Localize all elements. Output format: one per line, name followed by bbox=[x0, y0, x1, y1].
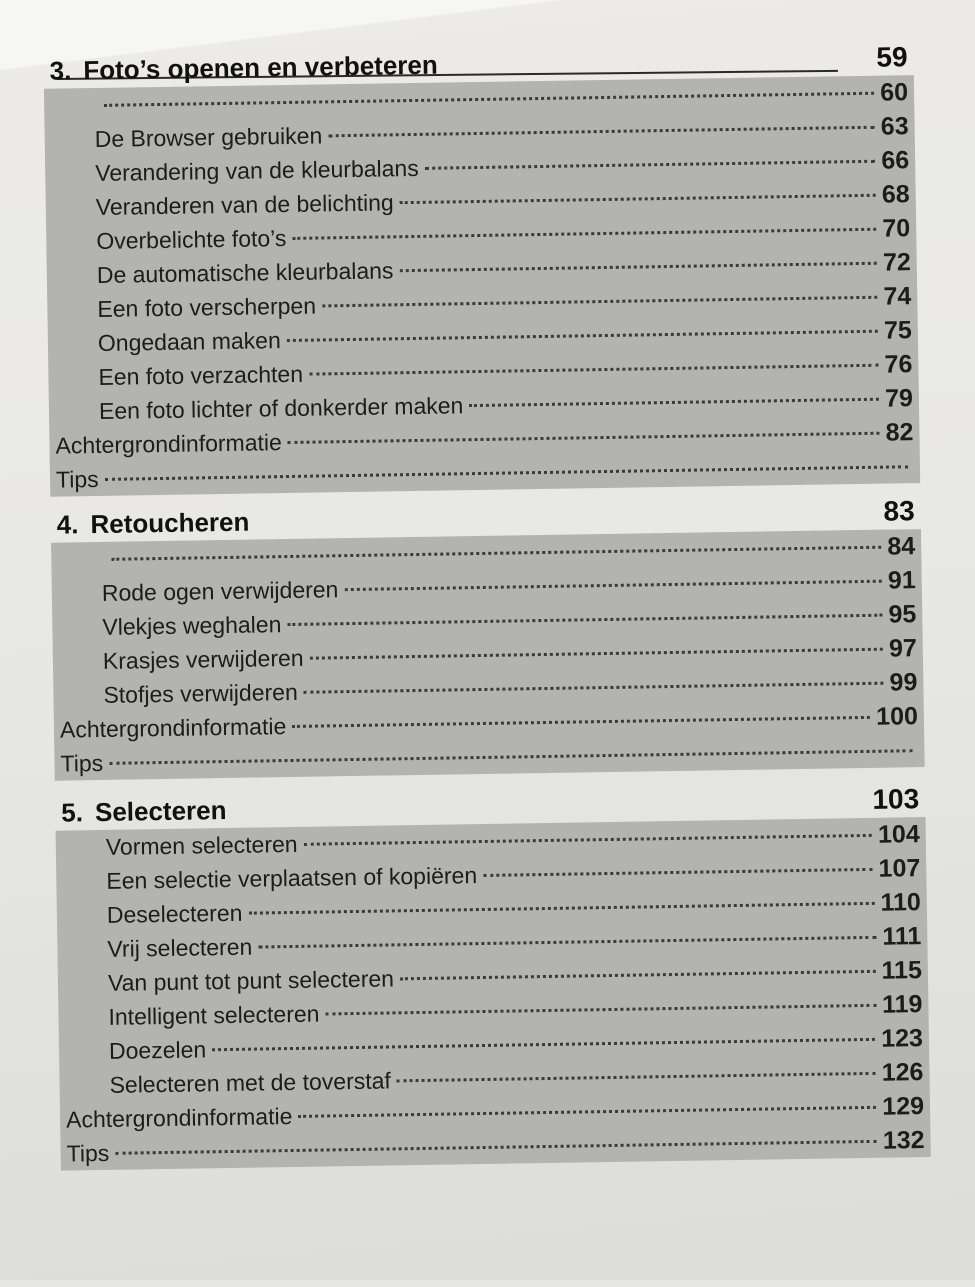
entry-label: Vrij selecteren bbox=[107, 933, 253, 962]
leader-dots bbox=[109, 749, 912, 765]
leader-dots bbox=[483, 868, 872, 877]
entry-label: Achtergrondinformatie bbox=[55, 429, 282, 459]
leader-dots bbox=[304, 834, 872, 846]
entry-page: 68 bbox=[881, 180, 910, 209]
section-3 bbox=[43, 35, 920, 497]
entry-label: De Browser gebruiken bbox=[94, 122, 323, 152]
entry-label: Een selectie verplaatsen of kopiëren bbox=[106, 862, 478, 894]
leader-dots bbox=[292, 228, 876, 240]
section-5 bbox=[55, 777, 931, 1171]
leader-dots bbox=[400, 970, 876, 980]
section-start-page: 59 bbox=[876, 41, 908, 73]
entry-page: 72 bbox=[882, 248, 911, 277]
entry-page: 82 bbox=[885, 418, 914, 447]
entry-page: 66 bbox=[881, 146, 910, 175]
entry-label: Een foto lichter of donkerder maken bbox=[98, 392, 464, 424]
section-title-text: Retoucheren bbox=[90, 506, 250, 540]
leader-dots bbox=[325, 1004, 876, 1016]
entry-page: 104 bbox=[877, 820, 920, 849]
section-start-page: 103 bbox=[872, 783, 920, 815]
leader-dots bbox=[309, 364, 879, 376]
leader-dots bbox=[105, 465, 908, 481]
entry-page: 123 bbox=[881, 1024, 924, 1053]
leader-dots bbox=[310, 648, 883, 660]
entry-label: Stofjes verwijderen bbox=[103, 678, 298, 708]
entry-page: 126 bbox=[881, 1058, 924, 1087]
section-number: 5. bbox=[61, 797, 84, 828]
leader-dots bbox=[258, 936, 876, 949]
leader-dots bbox=[400, 194, 876, 204]
entry-page: 79 bbox=[884, 384, 914, 413]
entry-label: Tips bbox=[60, 749, 104, 777]
entry-page: 63 bbox=[880, 112, 909, 141]
leader-dots bbox=[322, 296, 878, 308]
entry-page: 74 bbox=[883, 282, 912, 311]
entry-page: 100 bbox=[875, 702, 919, 731]
entry-page: 97 bbox=[888, 634, 918, 663]
section-start-page: 83 bbox=[883, 495, 915, 527]
section-entries bbox=[44, 75, 920, 497]
section-title-text: Foto’s openen en verbeteren bbox=[83, 49, 438, 86]
entry-label: Rode ogen verwijderen bbox=[101, 576, 339, 606]
leader-dots bbox=[399, 262, 877, 273]
entry-label: Van punt tot punt selecteren bbox=[107, 965, 395, 996]
entry-page: 91 bbox=[887, 566, 916, 595]
leader-dots bbox=[288, 432, 880, 444]
entry-page: 110 bbox=[880, 888, 922, 917]
entry-label: Intelligent selecteren bbox=[108, 1000, 320, 1030]
leader-dots bbox=[115, 1140, 877, 1155]
entry-label: Doezelen bbox=[108, 1036, 207, 1064]
entry-label: Overbelichte foto’s bbox=[96, 224, 287, 254]
entry-label: Tips bbox=[66, 1139, 110, 1167]
section-title bbox=[49, 50, 438, 87]
entry-page: 119 bbox=[881, 990, 923, 1019]
entry-label: Tips bbox=[55, 465, 99, 493]
section-title bbox=[57, 507, 250, 541]
entry-page: 75 bbox=[883, 316, 913, 345]
entry-label: Een foto verzachten bbox=[98, 360, 304, 390]
entry-label: Achtergrondinformatie bbox=[65, 1103, 293, 1133]
entry-label: Een foto verscherpen bbox=[97, 292, 317, 322]
entry-page: 129 bbox=[882, 1092, 925, 1121]
entry-page: 115 bbox=[881, 956, 923, 985]
entry-label: Achtergrondinformatie bbox=[59, 713, 287, 743]
leader-dots bbox=[328, 126, 875, 138]
leader-dots bbox=[111, 546, 881, 561]
section-title-text: Selecteren bbox=[94, 795, 227, 828]
entry-page: 60 bbox=[880, 78, 909, 107]
entry-label: De automatische kleurbalans bbox=[96, 257, 394, 288]
entry-label: Deselecteren bbox=[106, 899, 243, 928]
leader-dots bbox=[287, 330, 878, 342]
entry-page: 84 bbox=[887, 532, 916, 561]
entry-label: Krasjes verwijderen bbox=[102, 644, 304, 674]
entry-page: 99 bbox=[889, 668, 918, 697]
leader-dots bbox=[287, 614, 882, 626]
section-4 bbox=[50, 489, 924, 781]
entry-label: Verandering van de kleurbalans bbox=[95, 154, 419, 186]
leader-dots bbox=[425, 160, 876, 170]
section-entries bbox=[51, 529, 925, 781]
leader-dots bbox=[292, 716, 870, 728]
entry-page: 107 bbox=[878, 854, 921, 883]
entry-label: Selecteren met de toverstaf bbox=[109, 1067, 392, 1098]
leader-dots bbox=[104, 92, 874, 107]
entry-label: Veranderen van de belichting bbox=[95, 189, 394, 220]
section-number: 4. bbox=[56, 509, 79, 540]
leader-dots bbox=[344, 580, 882, 591]
leader-dots bbox=[248, 902, 874, 915]
leader-dots bbox=[212, 1038, 875, 1051]
entry-page: 95 bbox=[888, 600, 917, 629]
entry-label: Vlekjes weghalen bbox=[102, 611, 282, 640]
entry-page: 111 bbox=[882, 922, 922, 951]
leader-dots bbox=[298, 1106, 876, 1118]
leader-dots bbox=[469, 398, 879, 407]
section-entries bbox=[56, 817, 931, 1171]
entry-page: 132 bbox=[882, 1126, 925, 1155]
entry-label: Ongedaan maken bbox=[97, 327, 281, 356]
entry-page: 70 bbox=[882, 214, 911, 243]
section-title bbox=[61, 795, 227, 829]
section-number: 3. bbox=[49, 55, 72, 86]
entry-label: Vormen selecteren bbox=[105, 830, 298, 860]
entry-page: 76 bbox=[884, 350, 913, 379]
leader-dots bbox=[397, 1072, 876, 1083]
leader-dots bbox=[304, 682, 884, 694]
